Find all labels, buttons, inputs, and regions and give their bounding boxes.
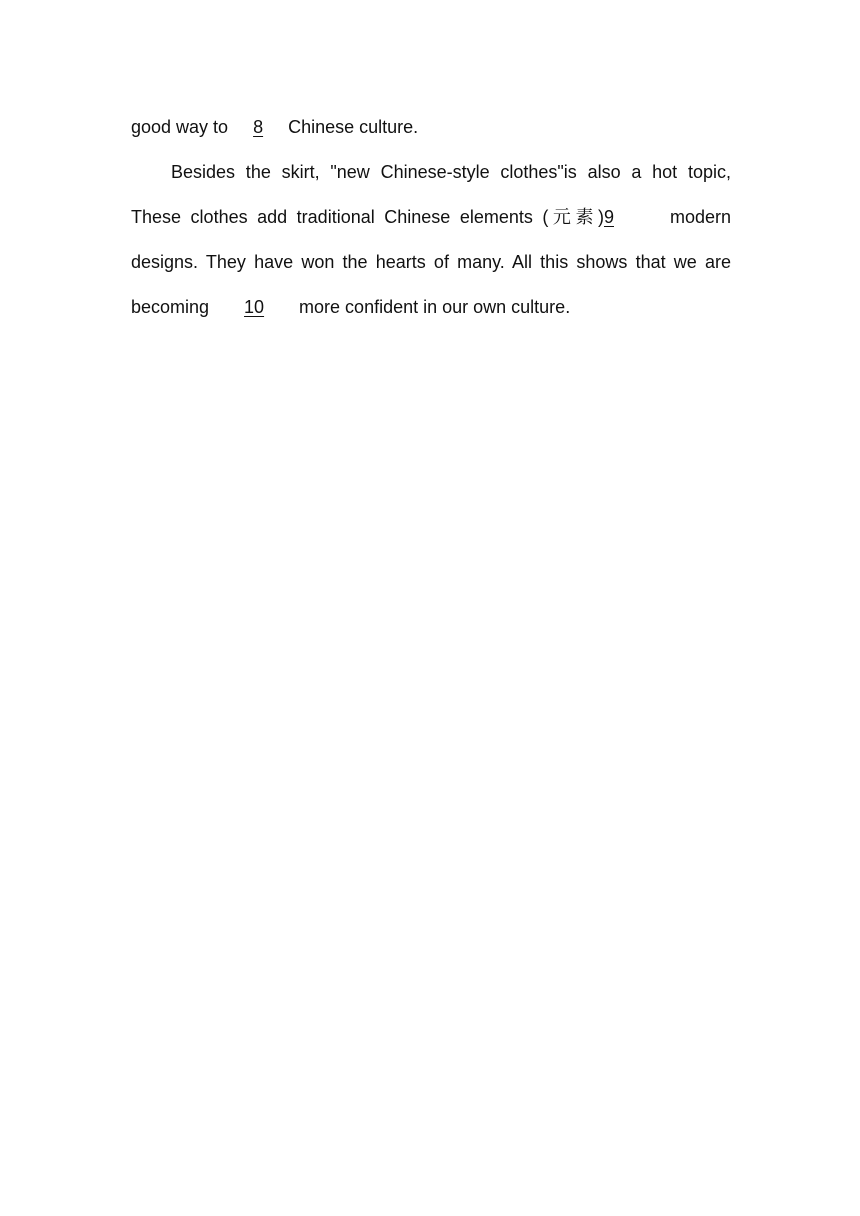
line-text: good way to — [131, 117, 229, 137]
passage-line-4: designs. They have won the hearts of many. All this shows that we are — [131, 252, 731, 272]
blank-8: 8 — [253, 117, 264, 137]
paren-close: ) — [597, 207, 604, 227]
blank-9: 9 — [603, 207, 614, 227]
chinese-gloss: 元素 — [548, 207, 598, 228]
passage-line-1 — [131, 105, 731, 150]
line-text: These clothes add traditional Chinese elements ( — [131, 207, 549, 227]
passage-line-3 — [131, 195, 731, 240]
passage-line-5 — [131, 285, 731, 330]
passage-line-2: Besides the skirt, "new Chinese-style clothes"is also a hot topic, — [171, 162, 731, 182]
line-text: more confident in our own culture. — [299, 297, 571, 317]
line-text: Chinese culture. — [288, 117, 419, 137]
passage-text — [131, 105, 731, 330]
line-text: modern — [669, 207, 732, 227]
blank-10: 10 — [244, 297, 265, 317]
line-text: becoming — [131, 297, 210, 317]
